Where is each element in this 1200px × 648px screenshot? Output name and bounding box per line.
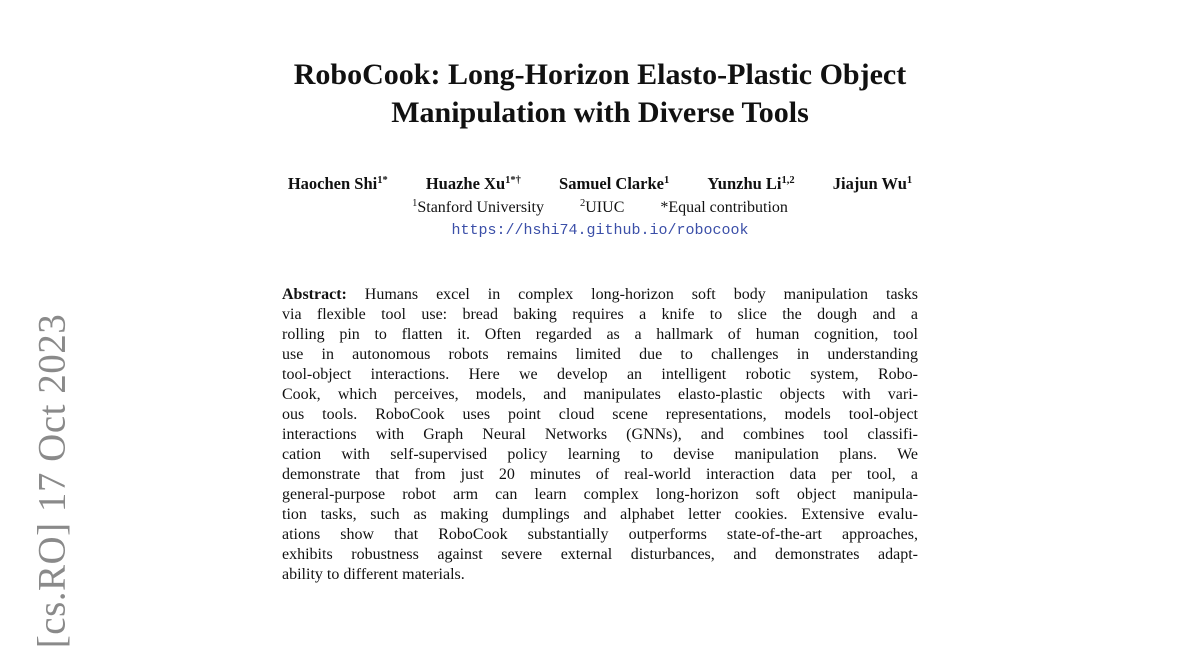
author-affiliation-mark: 1* bbox=[377, 175, 388, 186]
author-affiliation-mark: 1 bbox=[664, 175, 670, 186]
affiliation-mark: 2 bbox=[580, 198, 586, 209]
author-name: Haochen Shi bbox=[287, 174, 378, 193]
abstract bbox=[282, 285, 918, 585]
abstract-line: ability to different materials. bbox=[282, 566, 465, 583]
abstract-line: tion tasks, such as making dumplings and alphabet letter cookies. Extensive evalu- bbox=[282, 506, 918, 523]
affiliation-text: *Equal contribution bbox=[660, 199, 788, 216]
title-line-2: Manipulation with Diverse Tools bbox=[391, 96, 809, 129]
affiliation bbox=[412, 198, 544, 218]
author-list bbox=[180, 174, 1020, 194]
affiliation bbox=[580, 198, 624, 218]
abstract-line: use in autonomous robots remains limited due to challenges in understanding bbox=[282, 346, 918, 363]
abstract-line: exhibits robustness against severe external disturbances, and demonstrates adapt- bbox=[282, 546, 918, 563]
abstract-line bbox=[282, 285, 918, 305]
author-name: Samuel Clarke bbox=[559, 174, 664, 193]
author bbox=[426, 174, 521, 194]
author bbox=[707, 174, 794, 194]
author-name: Huazhe Xu bbox=[425, 174, 506, 193]
abstract-line: ations show that RoboCook substantially outperforms state-of-the-art approaches, bbox=[282, 526, 918, 543]
abstract-text: Humans excel in complex long-horizon soft body manipulation tasks bbox=[346, 286, 918, 303]
abstract-line: rolling pin to flatten it. Often regarded as a hallmark of human cognition, tool bbox=[282, 326, 918, 343]
author-affiliation-mark: 1 bbox=[906, 175, 913, 186]
abstract-line: tool-object interactions. Here we develop an intelligent robotic system, Robo- bbox=[282, 366, 918, 383]
affiliation-text: Stanford University bbox=[417, 199, 544, 216]
author-name: Jiajun Wu bbox=[832, 174, 907, 193]
abstract-line: cation with self-supervised policy learning to devise manipulation plans. We bbox=[282, 446, 918, 463]
abstract-label: Abstract: bbox=[282, 286, 347, 303]
author bbox=[833, 174, 912, 194]
author-name: Yunzhu Li bbox=[707, 174, 782, 193]
affiliation-text: UIUC bbox=[585, 199, 625, 216]
abstract-line: Cook, which perceives, models, and manipulates elasto-plastic objects with vari- bbox=[282, 386, 918, 403]
title-line-1: RoboCook: Long-Horizon Elasto-Plastic Object bbox=[293, 58, 907, 91]
author bbox=[559, 174, 669, 194]
abstract-line: ous tools. RoboCook uses point cloud scene representations, models tool-object bbox=[282, 406, 918, 423]
abstract-line: demonstrate that from just 20 minutes of real-world interaction data per tool, a bbox=[282, 466, 918, 483]
affiliation-list bbox=[180, 198, 1020, 218]
abstract-line: interactions with Graph Neural Networks (GNNs), and combines tool classifi- bbox=[282, 426, 918, 443]
author bbox=[288, 174, 388, 194]
arxiv-side-stamp: [cs.RO] 17 Oct 2023 bbox=[30, 313, 74, 648]
project-url-link[interactable]: https://hshi74.github.io/robocook bbox=[451, 222, 749, 239]
author-affiliation-mark: 1*† bbox=[505, 175, 521, 186]
affiliation bbox=[660, 198, 788, 218]
paper-title bbox=[180, 56, 1020, 132]
abstract-line: via flexible tool use: bread baking requires a knife to slice the dough and a bbox=[282, 306, 918, 323]
abstract-line: general-purpose robot arm can learn complex long-horizon soft object manipula- bbox=[282, 486, 918, 503]
author-affiliation-mark: 1,2 bbox=[781, 175, 795, 186]
affiliation-mark: 1 bbox=[412, 198, 418, 209]
